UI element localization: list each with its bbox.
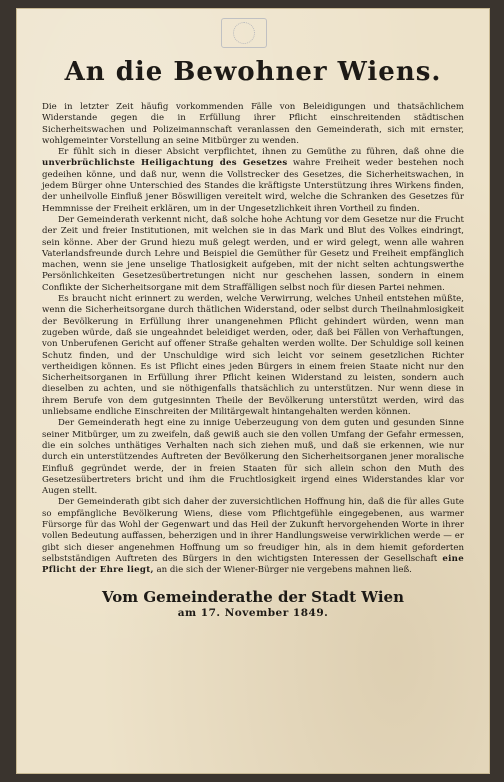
paragraph-text: Der Gemeinderath hegt eine zu innige Ueberzeugung von dem guten und gesunden Sinne seiner Mitbürger, um zu zweifeln, daß gewiß auch sie den vollen Umfang der Gefahr ermessen, die ein solches unthätiges Verhalten nach sich ziehen muß, und daß sie erkennen, wie nur durch ein unterstützendes Auftreten der Bevölkerung den Sicherheitsorganen jener moralische Einfluß gegründet werde, der in freien Staaten für sich allein schon den Muth des Gesetzesübertreters bricht und ihm die Fruchtlosigkeit irgend eines Widerstandes klar vor Augen stellt. (42, 418, 464, 497)
document-body (42, 102, 464, 576)
date-line: am 17. November 1849. (177, 607, 329, 620)
proclamation-sheet (16, 8, 490, 774)
paragraph (42, 215, 464, 294)
archive-stamp (221, 18, 267, 48)
paragraph-text: Er fühlt sich in dieser Absicht verpflichtet, ihnen zu Gemüthe zu führen, daß ohne die (58, 147, 464, 158)
paragraph (42, 102, 464, 147)
signature-line: Vom Gemeinderathe der Stadt Wien (102, 588, 404, 607)
paragraph-text: wahre Freiheit weder bestehen noch gedeihen könne, und daß nur, wenn die Vollstrecker des Gesetzes, die Sicherheitswachen, in jedem Bürger ohne Unterschied des Standes die kräftigste Unterstützung ihres Wirkens finden, der unheilvolle Einfluß jener Böswilligen vereitelt wird, welche die Schranken des Gesetzes für Hemmnisse der Freiheit erklären, um in der Ungesetzlichkeit ihren Vortheil zu finden. (42, 158, 464, 214)
paragraph (42, 294, 464, 418)
paragraph (42, 497, 464, 576)
paragraph-text: an die sich der Wiener-Bürger nie vergebens mahnen ließ. (153, 565, 412, 576)
paragraph-text: Es braucht nicht erinnert zu werden, welche Verwirrung, welches Unheil entstehen müßte, wenn die Sicherheitsorgane durch thätlichen Widerstand, oder selbst durch Theilnahmlosigkeit der Bevölkerung in Erfüllung ihrer unangenehmen Pflicht gehindert würden, wenn man zugeben würde, daß sie ungeahndet beleidiget werden, oder, daß bei Fällen von Verhaftungen, von Unberufenen Gericht auf offener Straße gehalten werden wollte. Der Schuldige soll keinen Schutz finden, und der Unschuldige wird sich leicht vor seinem gesetzlichen Richter vertheidigen können. Es ist Pflicht eines jeden Bürgers in einem freien Staate nicht nur den Sicherheitsorganen in Erfüllung ihrer Pflicht keinen Widerstand zu leisten, sondern auch dieselben zu achten, und sie nöthigenfalls thatsächlich zu unterstützen. Nur wenn diese in ihrem Berufe von dem gutgesinnten Theile der Bevölkerung unterstützt werden, wird das unliebsame endliche Einschreiten der Militärgewalt hintangehalten werden können. (42, 294, 464, 418)
paragraph-text: Der Gemeinderath verkennt nicht, daß solche hohe Achtung vor dem Gesetze nur die Frucht der Zeit und freier Institutionen, mit welchen sie in das Mark und Blut des Volkes eindringt, sein könne. Aber der Grund hiezu muß gelegt werden, und er wird gelegt, wenn alle wahren Vaterlandsfreunde durch Lehre und Beispiel die Gemüther für Gesetz und Freiheit empfänglich machen, wenn sie jene unselige Thatlosigkeit aufgeben, mit der nicht selten achtungswerthe Persönlichkeiten Gesetzesübertretungen nicht nur geschehen lassen, sondern in einem Conflikte der Sicherheitsorgane mit dem Straffälligen selbst noch für diesen Partei nehmen. (42, 214, 464, 293)
paragraph (42, 147, 464, 215)
emphasized-text: eine Pflicht der Ehre liegt, (42, 553, 464, 576)
emphasized-text: unverbrüchlichste Heiligachtung des Gesetzes (42, 158, 288, 169)
paragraph (42, 418, 464, 497)
paragraph-text: Der Gemeinderath gibt sich daher der zuversichtlichen Hoffnung hin, daß die für alles Gute so empfängliche Bevölkerung Wiens, diese vom Pflichtgefühle eingegebenen, aus warmer Fürsorge für das Wohl der Gegenwart und das Heil der Zukunft hervorgehenden Worte in ihrer vollen Bedeutung auffassen, beherzigen und in ihrer Handlungsweise verwirklichen werde — er gibt sich dieser angenehmen Hoffnung um so freudiger hin, als in dem hiemit geforderten selbstständigen Auftreten des Bürgers in den wichtigsten Interessen der Gesellschaft (42, 497, 464, 564)
document-title: An die Bewohner Wiens. (64, 57, 442, 87)
paragraph-text: Die in letzter Zeit häufig vorkommenden Fälle von Beleidigungen und thatsächlichem Widerstande gegen die in Erfüllung ihrer Pflicht einschreitenden städtischen Sicherheitswachen und Polizeimannschaft veranlassen den Gemeinderath, sich mit ernster, wohlgemeinter Vorstellung an seine Mitbürger zu wenden. (42, 102, 464, 146)
